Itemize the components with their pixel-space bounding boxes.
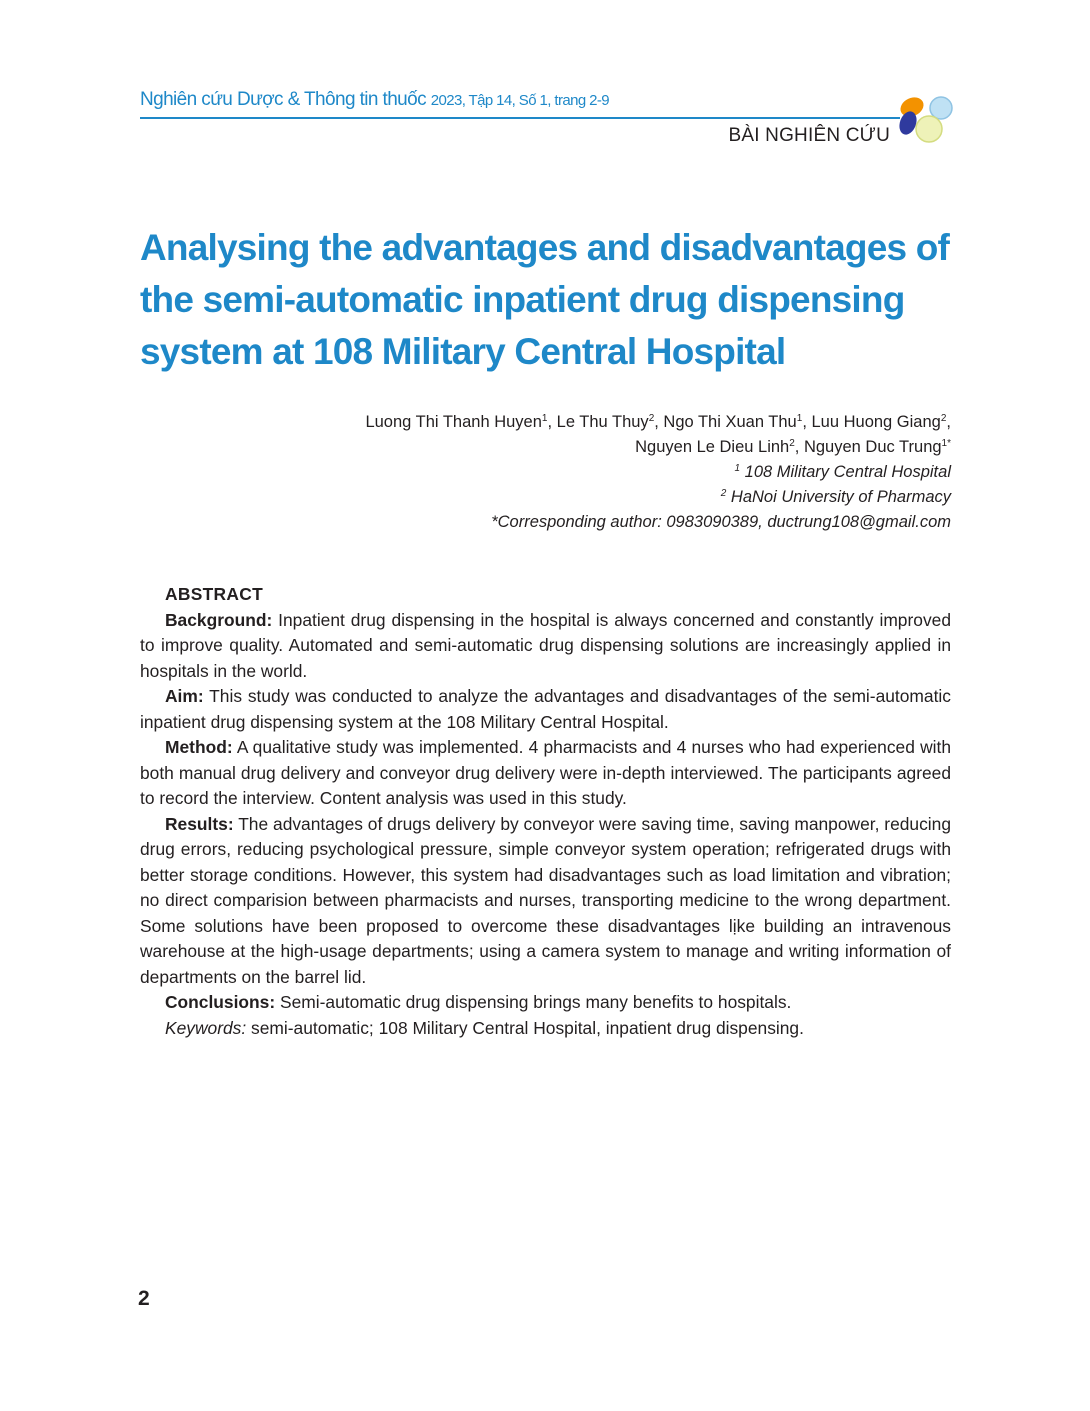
author-line: [171, 435, 951, 460]
keywords-text: semi-automatic; 108 Military Central Hospital, inpatient drug dispensing.: [251, 1017, 804, 1038]
abstract-conclusions: [140, 990, 951, 1016]
author-sup: 2: [789, 438, 795, 449]
abstract-aim: [140, 684, 951, 735]
volume-info: 2023, Tập 14, Số 1, trang 2-9: [430, 92, 610, 109]
author-sup: 2: [648, 413, 655, 424]
aim-label: Aim:: [165, 686, 204, 706]
conclusions-text: Semi-automatic drug dispensing brings many benefits to hospitals.: [280, 992, 792, 1012]
abstract-results: [140, 812, 951, 991]
journal-name: Nghiên cứu Dược & Thông tin thuốc: [140, 89, 427, 110]
method-text: A qualitative study was implemented. 4 pharmacists and 4 nurses who had experienced with both manual drug delivery and conveyor drug delivery were in-depth interviewed. The participants agreed to record the interview. Content analysis was used in this study.: [140, 737, 952, 808]
author-name: Luu Huong Giang: [811, 413, 941, 431]
author-separator: ,: [802, 413, 812, 431]
author-separator: ,: [946, 413, 951, 431]
abstract: [140, 582, 951, 1041]
title-line: Analysing the advantages and disadvantages of: [140, 227, 950, 268]
author-separator: ,: [794, 438, 804, 456]
section-label: BÀI NGHIÊN CỨU: [728, 125, 890, 146]
affiliation-num: 2: [720, 488, 727, 499]
author-separator: ,: [654, 413, 664, 431]
paper-title: [140, 222, 950, 378]
aim-text: This study was conducted to analyze the advantages and disadvantages of the semi-automatic inpatient drug dispensing system at the 108 Military Central Hospital.: [140, 686, 951, 732]
author-name: Ngo Thi Xuan Thu: [663, 413, 797, 431]
author-name: Nguyen Le Dieu Linh: [635, 438, 790, 456]
corresponding-author: *Corresponding author: 0983090389, ductrung108@gmail.com: [491, 513, 951, 531]
abstract-heading: ABSTRACT: [165, 584, 264, 604]
page-number: 2: [138, 1287, 150, 1310]
affiliation-text: HaNoi University of Pharmacy: [730, 488, 951, 506]
author-name: Le Thu Thuy: [556, 413, 649, 431]
author-sup: 1: [796, 413, 803, 424]
results-label: Results:: [165, 813, 234, 834]
author-sup: 2: [940, 413, 947, 424]
title-line: the semi-automatic inpatient drug dispensing: [140, 279, 905, 320]
background-text: Inpatient drug dispensing in the hospital is always concerned and constantly improved to improve quality. Automated and semi-automatic drug dispensing solutions are increasingly applied in hospitals in the world.: [140, 609, 951, 681]
pills-logo-icon: [893, 92, 959, 146]
affiliation-text: 108 Military Central Hospital: [744, 463, 951, 481]
author-name: Luong Thi Thanh Huyen: [365, 413, 542, 431]
author-name: Nguyen Duc Trung: [803, 438, 942, 456]
affiliation: [171, 460, 951, 485]
background-label: Background:: [165, 609, 273, 630]
author-separator: ,: [547, 413, 557, 431]
author-sup: 1: [541, 413, 548, 424]
abstract-background: [140, 608, 951, 685]
author-line: [171, 410, 951, 435]
journal-citation: [140, 89, 609, 111]
affiliation-num: 1: [734, 463, 741, 474]
author-sup: 1*: [941, 438, 951, 449]
affiliation: [171, 485, 951, 510]
abstract-method: [140, 735, 951, 812]
author-block: [171, 410, 951, 535]
method-label: Method:: [165, 737, 233, 757]
title-line: system at 108 Military Central Hospital: [140, 331, 786, 372]
abstract-keywords: [140, 1016, 951, 1042]
header-rule: [140, 117, 900, 119]
conclusions-label: Conclusions:: [165, 992, 276, 1012]
results-text: The advantages of drugs delivery by conveyor were saving time, saving manpower, reducing drug errors, reducing psychological pressure, simple conveyor system operation; refrigerated drugs with better storage conditions. However, this system had disadvantages such as load limitation and vibration; no direct comparision between pharmacists and nurses, transporting medicine to the wrong department. Some solutions have been proposed to overcome these disadvantages lịke building an intravenous warehouse at the high-usage departments; using a camera system to manage and writing information of departments on the barrel lid.: [140, 813, 951, 987]
keywords-label: Keywords:: [165, 1017, 247, 1038]
